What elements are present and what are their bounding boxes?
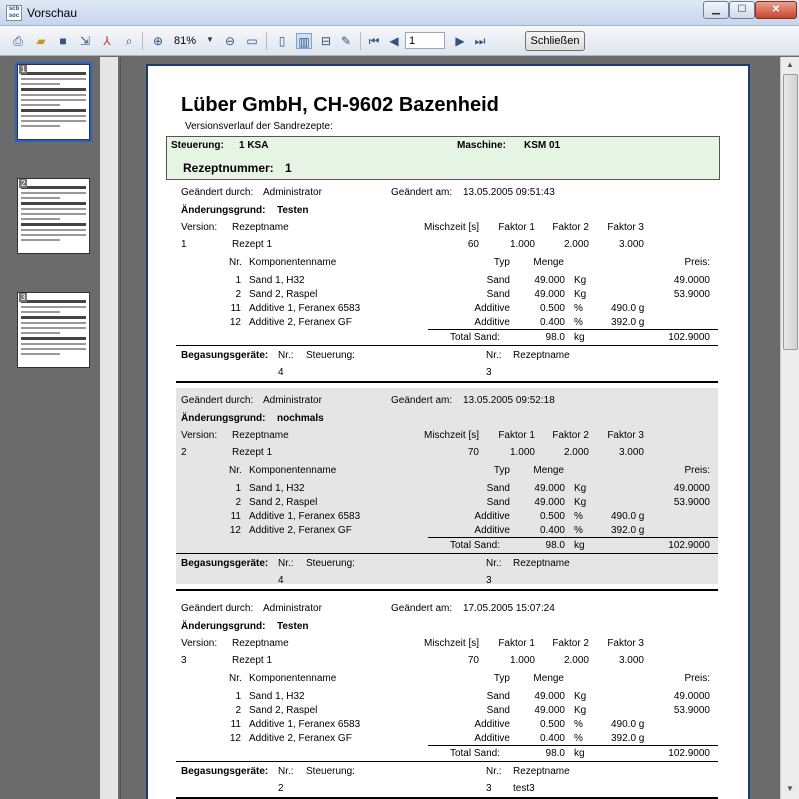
gassing-recipe-nr-value: 3 [486,783,492,794]
component-nr: 11 [230,719,241,730]
maximize-button[interactable]: ☐ [729,1,755,19]
total-line [428,745,718,746]
component-type: Sand [486,497,510,508]
component-type: Additive [474,525,510,536]
recipe-name-header: Rezeptname [232,222,289,233]
component-quantity: 49.000 [534,497,565,508]
gassing-label: Begasungsgeräte: [181,766,269,777]
changed-at-label: Geändert am: [391,395,453,406]
component-name: Sand 2, Raspel [249,705,318,716]
open-icon[interactable]: ▰ [36,34,46,48]
component-name: Additive 2, Feranex GF [249,317,352,328]
total-label: Total Sand: [449,332,500,343]
scroll-up-icon[interactable]: ▲ [786,60,794,69]
app-icon: scb soc [6,5,22,21]
gassing-recipe-nr-value: 3 [486,367,492,378]
gassing-nr-header: Nr.: [278,766,294,777]
gassing-recipe-nr-header: Nr.: [486,350,502,361]
mix-time-header: Mischzeit [s] [423,222,479,233]
component-type: Additive [474,511,510,522]
component-nr: 2 [235,289,241,300]
factor3-header: Faktor 3 [607,430,644,441]
page-number-input[interactable] [405,32,445,49]
changed-by-label: Geändert durch: [181,187,254,198]
zoom-in-icon[interactable]: ⊕ [152,34,164,48]
gassing-nr-value: 2 [278,783,284,794]
scroll-down-icon[interactable]: ▼ [786,784,794,793]
component-weight: 490.0 g [611,303,645,314]
component-weight: 392.0 g [611,733,645,744]
recipe-name-value: Rezept 1 [232,239,273,250]
component-type: Additive [474,303,510,314]
close-button[interactable]: Schließen [525,31,585,51]
component-price: 49.0000 [673,275,710,286]
thumbnail-number: 1 [21,65,26,74]
edit-icon[interactable]: ✎ [340,34,352,48]
component-quantity: 0.400 [539,733,565,744]
component-unit: % [574,303,583,314]
reason-value: nochmals [277,413,324,424]
gassing-recipe-nr-header: Nr.: [486,558,502,569]
toolbar-separator [360,32,361,50]
gassing-nr-value: 4 [278,575,284,586]
book-icon[interactable]: ⊟ [320,34,332,48]
find-icon[interactable]: ⌕ [125,34,133,48]
print-icon[interactable]: ⎙ [13,34,23,48]
gassing-recipe-nr-value: 3 [486,575,492,586]
factor3-value: 3.000 [618,447,644,458]
component-name: Sand 2, Raspel [249,289,318,300]
thumbnail-number: 3 [21,293,26,302]
gassing-recipe-name-header: Rezeptname [513,558,570,569]
component-name: Additive 1, Feranex 6583 [249,511,361,522]
component-type: Additive [474,317,510,328]
component-unit: % [574,511,583,522]
total-line [428,537,718,538]
block-separator [176,589,718,591]
total-value: 98.0 [545,540,565,551]
component-unit: Kg [574,497,587,508]
component-nr: 12 [229,525,241,536]
version-label: Version: [181,430,218,441]
component-quantity: 0.400 [539,317,565,328]
mix-time-value: 70 [467,447,479,458]
total-value: 98.0 [545,748,565,759]
component-price: 53.9000 [673,705,710,716]
component-weight: 392.0 g [611,525,645,536]
type-header: Typ [493,257,510,268]
component-name-header: Komponentenname [249,673,337,684]
component-name-header: Komponentenname [249,465,337,476]
last-page-icon[interactable]: ⏭ [474,34,486,48]
factor2-header: Faktor 2 [552,638,589,649]
component-unit: Kg [574,691,587,702]
total-price: 102.9000 [668,540,710,551]
changed-at-value: 13.05.2005 09:52:18 [463,395,555,406]
price-header: Preis: [684,673,710,684]
toolbar [0,26,799,56]
component-quantity: 49.000 [534,289,565,300]
component-quantity: 0.500 [539,511,565,522]
component-nr: 1 [235,483,241,494]
reason-label: Änderungsgrund: [181,621,266,632]
save-icon[interactable]: ■ [59,34,67,48]
gassing-nr-value: 4 [278,367,284,378]
component-unit: % [574,317,583,328]
pdf-icon[interactable]: ⅄ [103,34,111,48]
component-nr-header: Nr. [229,257,242,268]
quantity-header: Menge [533,673,564,684]
fit-page-icon[interactable]: ▭ [246,34,258,48]
report-subtitle: Versionsverlauf der Sandrezepte: [185,121,333,132]
component-quantity: 49.000 [534,275,565,286]
block-separator [176,381,718,383]
mix-time-header: Mischzeit [s] [423,430,479,441]
changed-at-value: 13.05.2005 09:51:43 [463,187,555,198]
reason-value: Testen [277,205,309,216]
factor3-value: 3.000 [618,239,644,250]
component-name: Sand 1, H32 [249,483,305,494]
factor1-header: Faktor 1 [498,222,535,233]
component-type: Sand [486,275,510,286]
type-header: Typ [493,673,510,684]
thumbnail-page-3[interactable] [17,292,90,368]
thumbnail-scrollbar[interactable] [100,57,118,799]
rezeptnummer-label: Rezeptnummer: [183,161,274,175]
scrollbar-thumb[interactable] [783,74,798,350]
component-nr: 11 [230,511,241,522]
gassing-nr-header: Nr.: [278,558,294,569]
recipe-header-box [166,136,720,180]
window-title: Vorschau [27,6,78,20]
component-type: Sand [486,289,510,300]
zoom-level[interactable]: 81% [174,35,197,47]
next-page-icon[interactable]: ▶ [455,34,465,48]
factor2-value: 2.000 [563,447,589,458]
gassing-recipe-name-header: Rezeptname [513,766,570,777]
component-name: Additive 1, Feranex 6583 [249,303,361,314]
component-quantity: 0.500 [539,719,565,730]
component-nr: 11 [230,303,241,314]
mix-time-value: 70 [467,655,479,666]
thumbnail-number: 2 [21,179,26,188]
component-type: Sand [486,705,510,716]
component-unit: Kg [574,275,587,286]
type-header: Typ [493,465,510,476]
rezeptnummer-value: 1 [285,161,292,175]
total-unit: kg [574,332,585,343]
prev-page-icon[interactable]: ◀ [389,34,399,48]
changed-at-label: Geändert am: [391,187,453,198]
toolbar-separator [142,32,143,50]
component-quantity: 0.400 [539,525,565,536]
factor2-header: Faktor 2 [552,430,589,441]
price-header: Preis: [684,465,710,476]
component-price: 53.9000 [673,497,710,508]
component-unit: % [574,525,583,536]
component-price: 53.9000 [673,289,710,300]
component-nr-header: Nr. [229,673,242,684]
total-label: Total Sand: [449,540,500,551]
factor1-value: 1.000 [509,447,535,458]
export-icon[interactable]: ⇲ [79,34,91,48]
steuerung-label: Steuerung: [171,140,224,151]
gassing-label: Begasungsgeräte: [181,350,269,361]
factor2-header: Faktor 2 [552,222,589,233]
component-type: Sand [486,483,510,494]
version-label: Version: [181,222,218,233]
component-unit: Kg [574,483,587,494]
factor3-header: Faktor 3 [607,638,644,649]
maschine-value: KSM 01 [524,140,561,151]
zoom-out-icon[interactable]: ⊖ [224,34,236,48]
minimize-button[interactable]: ▁ [703,1,729,19]
mix-time-header: Mischzeit [s] [423,638,479,649]
recipe-name-value: Rezept 1 [232,447,273,458]
two-pages-icon[interactable]: ▥ [296,33,312,49]
thumbnail-page-1[interactable] [17,64,90,140]
gassing-control-header: Steuerung: [306,766,355,777]
toolbar-separator [266,32,267,50]
changed-by-value: Administrator [263,603,322,614]
component-weight: 392.0 g [611,317,645,328]
component-weight: 490.0 g [611,719,645,730]
changed-by-label: Geändert durch: [181,395,254,406]
mix-time-value: 60 [467,239,479,250]
component-nr: 1 [235,691,241,702]
total-label: Total Sand: [449,748,500,759]
component-price: 49.0000 [673,483,710,494]
gassing-control-header: Steuerung: [306,558,355,569]
component-name-header: Komponentenname [249,257,337,268]
component-quantity: 49.000 [534,483,565,494]
changed-at-value: 17.05.2005 15:07:24 [463,603,555,614]
close-window-button[interactable]: ✕ [755,1,797,19]
version-value: 3 [181,655,187,666]
component-quantity: 49.000 [534,705,565,716]
version-value: 2 [181,447,187,458]
component-nr: 12 [229,317,241,328]
changed-by-value: Administrator [263,187,322,198]
vertical-scrollbar[interactable] [780,57,799,799]
factor2-value: 2.000 [563,655,589,666]
gassing-recipe-name-value: test3 [513,783,535,794]
changed-by-value: Administrator [263,395,322,406]
separator-line [176,761,718,762]
component-name: Sand 1, H32 [249,691,305,702]
zoom-dropdown-icon[interactable]: ▼ [206,35,214,44]
gassing-control-header: Steuerung: [306,350,355,361]
recipe-name-header: Rezeptname [232,430,289,441]
component-name: Sand 2, Raspel [249,497,318,508]
reason-label: Änderungsgrund: [181,205,266,216]
component-nr-header: Nr. [229,465,242,476]
total-unit: kg [574,748,585,759]
steuerung-value: 1 KSA [239,140,269,151]
component-nr: 1 [235,275,241,286]
total-price: 102.9000 [668,332,710,343]
component-unit: % [574,719,583,730]
component-weight: 490.0 g [611,511,645,522]
factor1-value: 1.000 [509,655,535,666]
component-price: 49.0000 [673,691,710,702]
total-price: 102.9000 [668,748,710,759]
reason-value: Testen [277,621,309,632]
preview-area [121,57,780,799]
component-type: Additive [474,719,510,730]
quantity-header: Menge [533,257,564,268]
factor3-value: 3.000 [618,655,644,666]
separator-line [176,553,718,554]
reason-label: Änderungsgrund: [181,413,266,424]
component-quantity: 0.500 [539,303,565,314]
component-nr: 12 [229,733,241,744]
company-title: Lüber GmbH, CH-9602 Bazenheid [181,94,499,116]
changed-by-label: Geändert durch: [181,603,254,614]
component-type: Sand [486,691,510,702]
quantity-header: Menge [533,465,564,476]
component-quantity: 49.000 [534,691,565,702]
gassing-nr-header: Nr.: [278,350,294,361]
factor1-header: Faktor 1 [498,638,535,649]
component-nr: 2 [235,705,241,716]
component-nr: 2 [235,497,241,508]
component-name: Additive 2, Feranex GF [249,733,352,744]
total-unit: kg [574,540,585,551]
recipe-name-header: Rezeptname [232,638,289,649]
separator-line [176,345,718,346]
factor2-value: 2.000 [563,239,589,250]
thumbnail-page-2[interactable] [17,178,90,254]
first-page-icon[interactable]: ⏮ [368,34,380,48]
report-page [146,64,750,799]
total-value: 98.0 [545,332,565,343]
factor3-header: Faktor 3 [607,222,644,233]
component-name: Sand 1, H32 [249,275,305,286]
maschine-label: Maschine: [457,140,506,151]
version-value: 1 [181,239,187,250]
component-type: Additive [474,733,510,744]
recipe-name-value: Rezept 1 [232,655,273,666]
component-unit: % [574,733,583,744]
component-unit: Kg [574,705,587,716]
gassing-label: Begasungsgeräte: [181,558,269,569]
version-label: Version: [181,638,218,649]
component-name: Additive 1, Feranex 6583 [249,719,361,730]
component-unit: Kg [574,289,587,300]
factor1-value: 1.000 [509,239,535,250]
gassing-recipe-nr-header: Nr.: [486,766,502,777]
factor1-header: Faktor 1 [498,430,535,441]
single-page-icon[interactable]: ▯ [278,34,286,48]
title-bar [0,0,799,26]
gassing-recipe-name-header: Rezeptname [513,350,570,361]
total-line [428,329,718,330]
component-name: Additive 2, Feranex GF [249,525,352,536]
price-header: Preis: [684,257,710,268]
changed-at-label: Geändert am: [391,603,453,614]
